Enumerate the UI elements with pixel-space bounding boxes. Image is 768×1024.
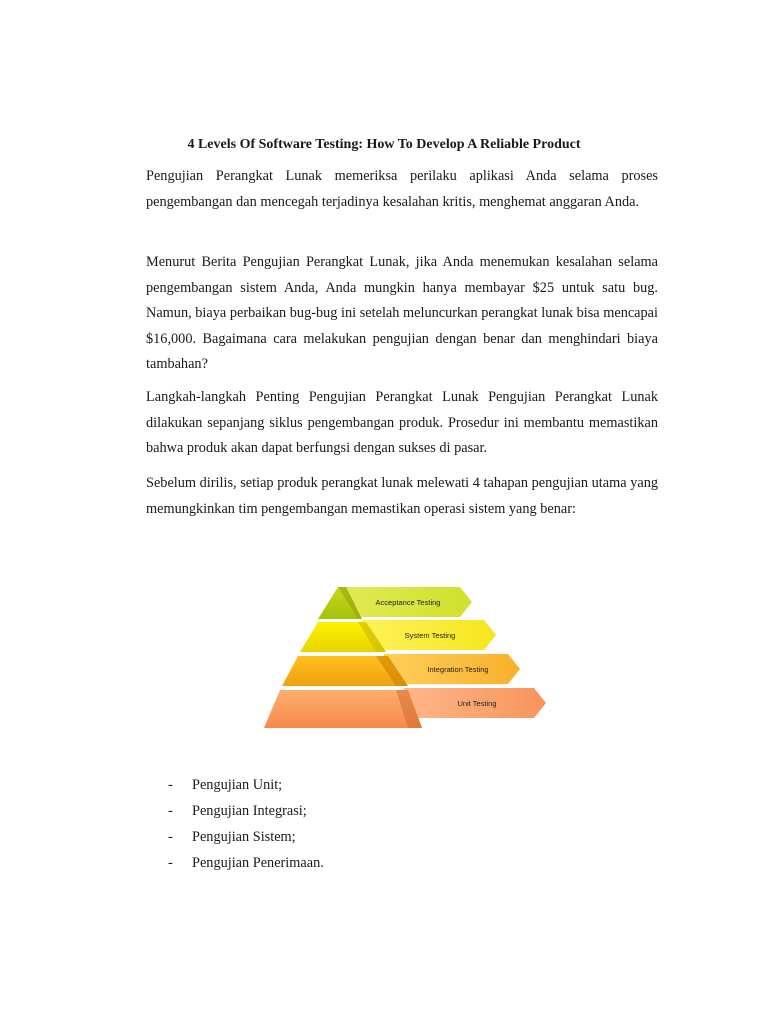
label-unit-testing: Unit Testing — [457, 699, 497, 708]
document-title: 4 Levels Of Software Testing: How To Develop A Reliable Product — [187, 137, 581, 152]
list-bullet: - — [168, 855, 173, 871]
label-system-testing: System Testing — [404, 631, 456, 640]
label-integration-testing: Integration Testing — [427, 665, 489, 674]
list-item — [168, 824, 324, 850]
paragraph-levels: Sebelum dirilis, setiap produk perangkat lunak melewati 4 tahapan pengujian utama yang memungkinkan tim pengembangan memastikan operasi sistem yang benar: — [146, 475, 658, 517]
list-bullet: - — [168, 829, 173, 845]
testing-pyramid-figure — [262, 582, 552, 732]
label-acceptance-testing: Acceptance Testing — [375, 598, 441, 607]
paragraph-cost: Menurut Berita Pengujian Perangkat Lunak, jika Anda menemukan kesalahan selama pengembangan sistem Anda, Anda mungkin hanya membayar $25 untuk satu bug. Namun, biaya perbaikan bug-bug ini setelah meluncurkan perangkat lunak bisa mencapai $16,000. Bagaimana cara melakukan pengujian dengan benar dan menghindari biaya tambahan? — [146, 254, 658, 372]
testing-levels-list — [168, 772, 324, 876]
paragraph-steps: Langkah-langkah Penting Pengujian Perangkat Lunak Pengujian Perangkat Lunak dilakukan sepanjang siklus pengembangan produk. Prosedur ini membantu memastikan bahwa produk akan dapat berfungsi dengan sukses di pasar. — [146, 389, 658, 456]
list-bullet: - — [168, 803, 173, 819]
list-item-text: Pengujian Penerimaan. — [192, 855, 324, 871]
list-item — [168, 850, 324, 876]
list-item — [168, 772, 324, 798]
list-item-text: Pengujian Unit; — [192, 777, 283, 793]
list-bullet: - — [168, 777, 173, 793]
paragraph-intro: Pengujian Perangkat Lunak memeriksa perilaku aplikasi Anda selama proses pengembangan dan mencegah terjadinya kesalahan kritis, menghemat anggaran Anda. — [146, 168, 658, 210]
list-item-text: Pengujian Integrasi; — [192, 803, 307, 819]
list-item — [168, 798, 324, 824]
list-item-text: Pengujian Sistem; — [192, 829, 296, 845]
